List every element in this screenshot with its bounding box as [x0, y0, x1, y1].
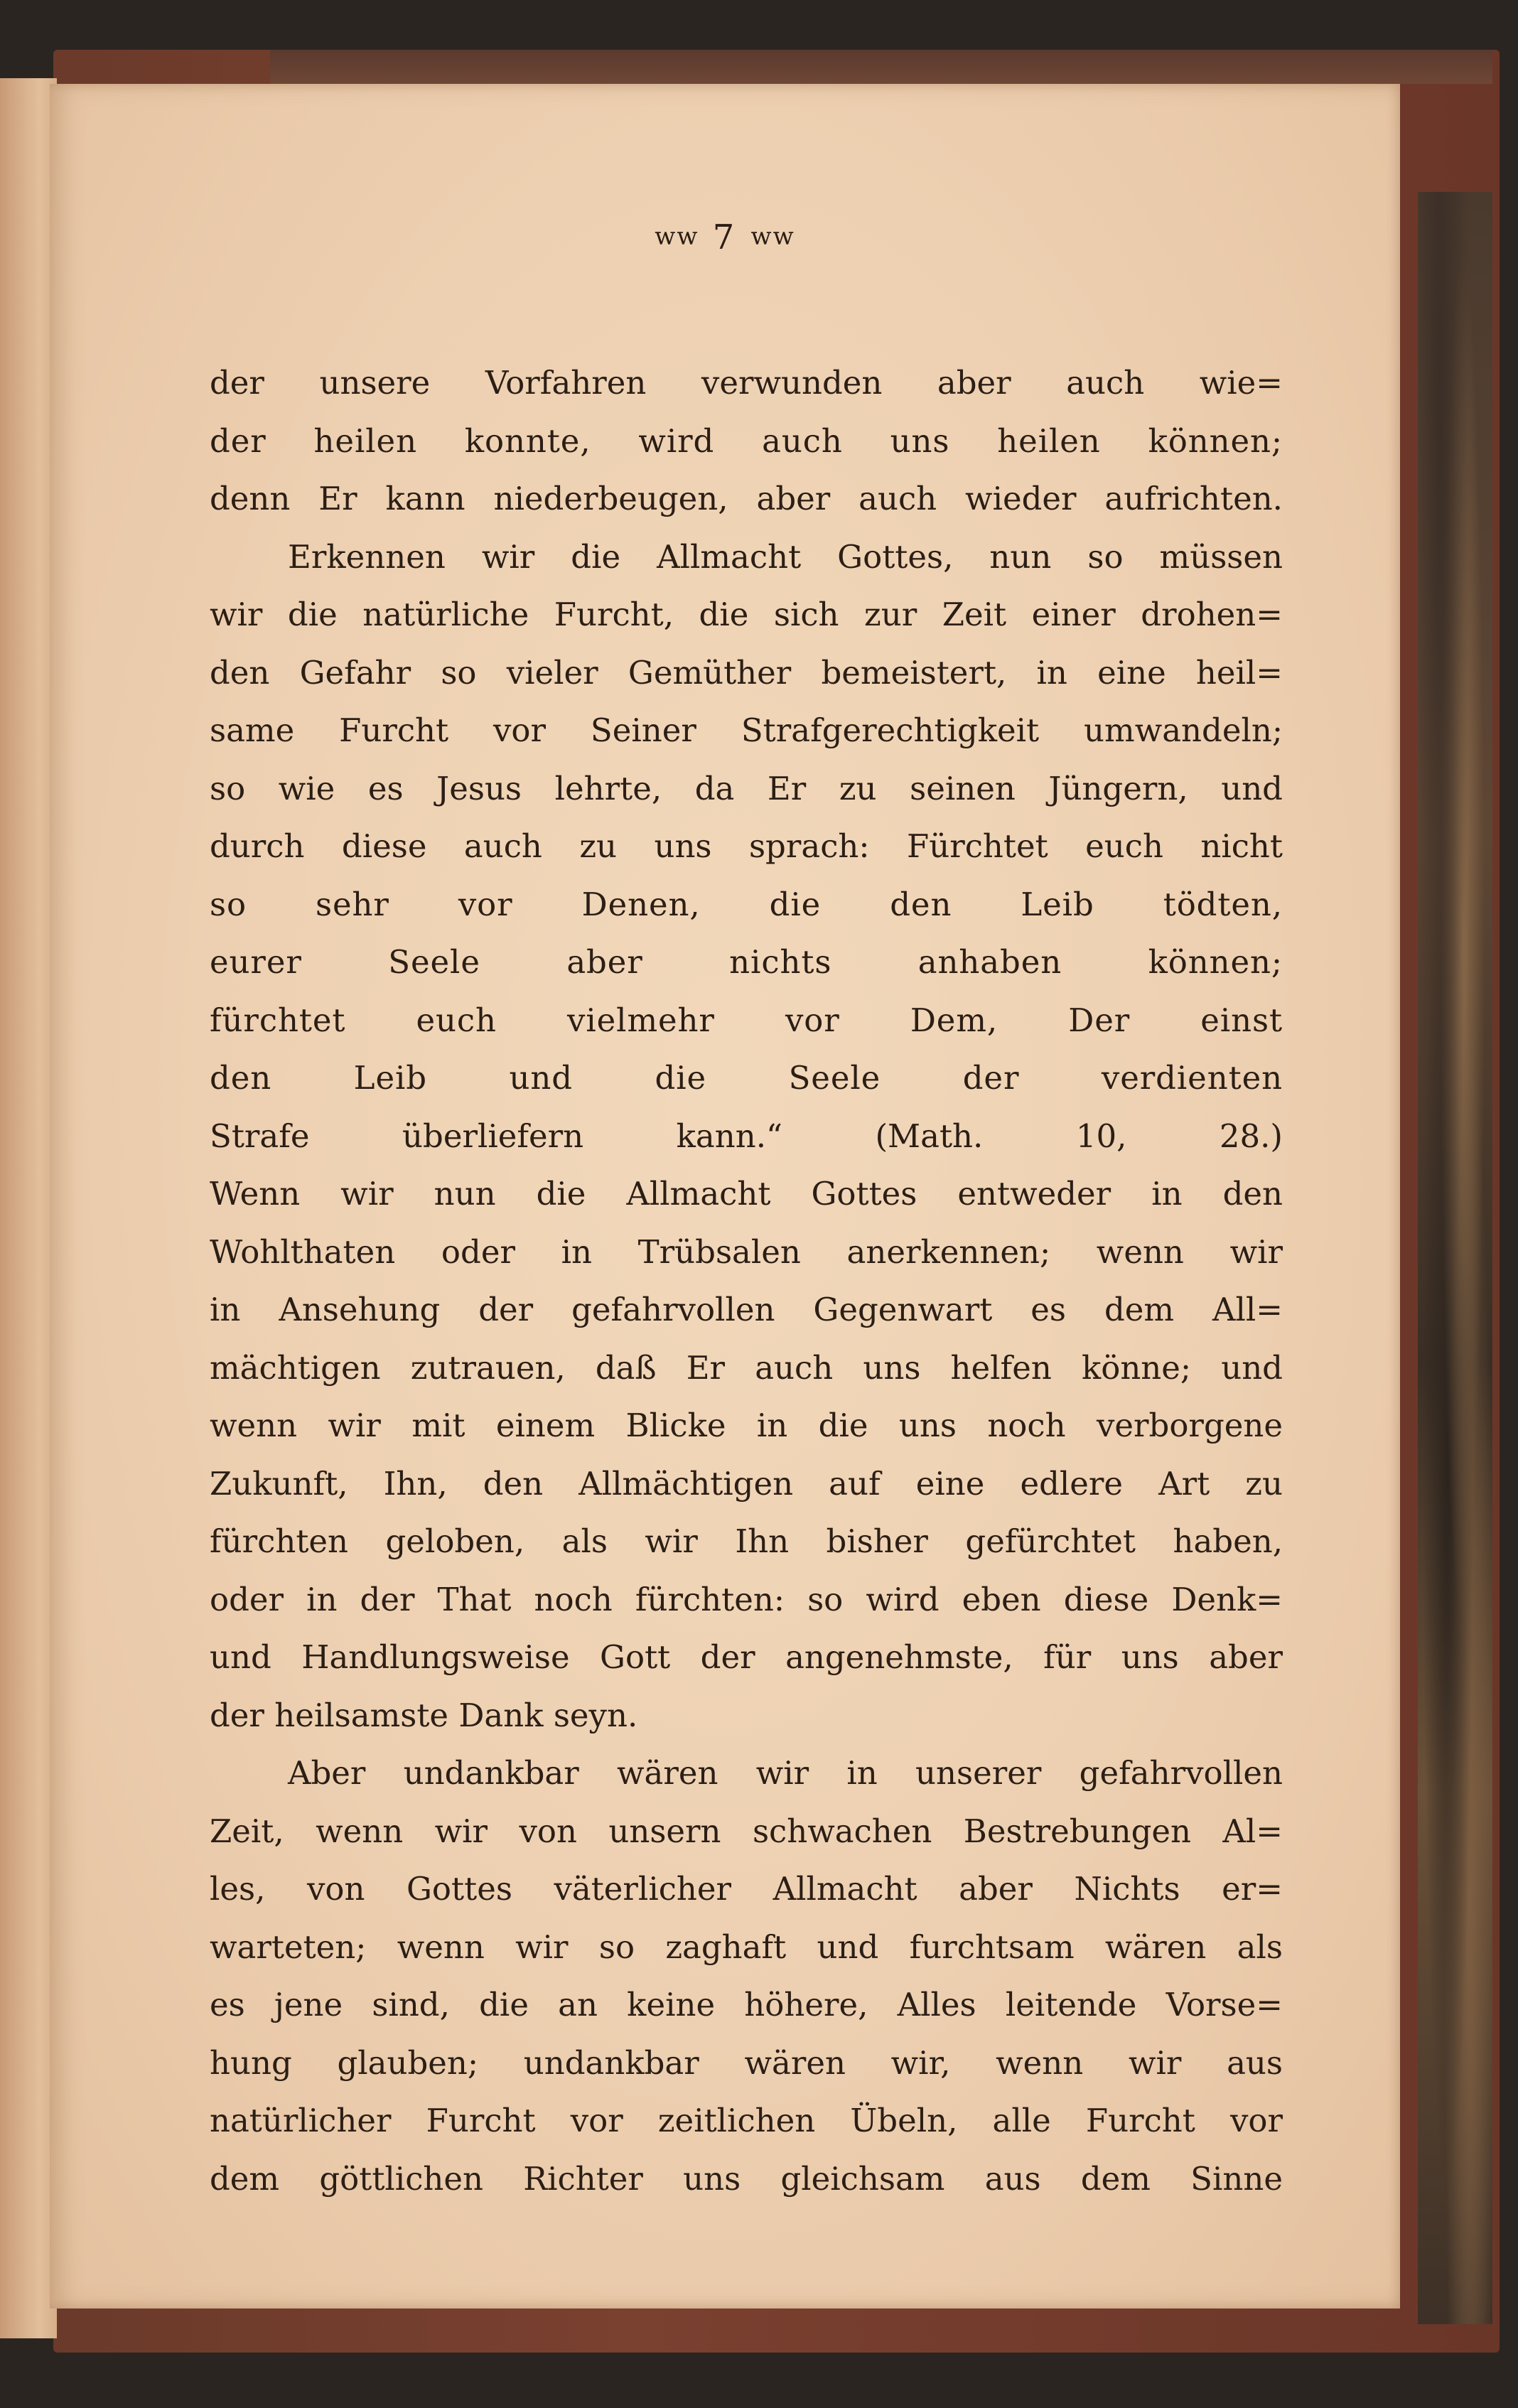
- text-line: natürlicher Furcht vor zeitlichen Übeln, alle Furcht vor: [210, 2102, 1283, 2139]
- text-line: warteten; wenn wir so zaghaft und furchtsam wären als: [210, 1928, 1283, 1966]
- text-line: les, von Gottes väterlicher Allmacht aber Nichts er=: [210, 1870, 1283, 1908]
- text-line: und Handlungsweise Gott der angenehmste, für uns aber: [210, 1638, 1283, 1676]
- text-line: fürchtet euch vielmehr vor Dem, Der einst: [210, 1001, 1283, 1039]
- text-line: wir die natürliche Furcht, die sich zur Zeit einer drohen=: [210, 596, 1283, 633]
- text-line: hung glauben; undankbar wären wir, wenn wir aus: [210, 2043, 1283, 2082]
- text-line: Wohlthaten oder in Trübsalen anerkennen; wenn wir: [210, 1232, 1283, 1271]
- text-line: der heilen konnte, wird auch uns heilen können;: [210, 421, 1283, 460]
- ornament-right-icon: ww: [750, 222, 795, 251]
- text-line: so sehr vor Denen, die den Leib tödten,: [210, 885, 1283, 923]
- text-line: eurer Seele aber nichts anhaben können;: [210, 943, 1283, 981]
- text-line: Zeit, wenn wir von unsern schwachen Bestrebungen Al=: [210, 1812, 1283, 1850]
- text-line: wenn wir mit einem Blicke in die uns noch verborgene: [210, 1407, 1283, 1444]
- text-line: es jene sind, die an keine höhere, Alles leitende Vorse=: [210, 1986, 1283, 2023]
- text-line: in Ansehung der gefahrvollen Gegenwart es dem All=: [210, 1291, 1283, 1328]
- text-line: fürchten geloben, als wir Ihn bisher gefürchtet haben,: [210, 1522, 1283, 1560]
- text-line: den Leib und die Seele der verdienten: [210, 1059, 1283, 1097]
- previous-page-edge: [0, 78, 57, 2338]
- text-line: denn Er kann niederbeugen, aber auch wieder aufrichten.: [210, 480, 1283, 517]
- page-number: 7: [712, 217, 738, 257]
- marbled-endpaper: [1418, 192, 1492, 2324]
- text-line: Zukunft, Ihn, den Allmächtigen auf eine edlere Art zu: [210, 1464, 1283, 1503]
- text-line: Aber undankbar wären wir in unserer gefahrvollen: [288, 1754, 1283, 1792]
- cover-top-edge: [270, 50, 1492, 84]
- text-line: der heilsamste Dank seyn.: [210, 1696, 638, 1734]
- body-text: [210, 354, 1283, 2208]
- text-line: dem göttlichen Richter uns gleichsam aus dem Sinne: [210, 2159, 1283, 2198]
- book-page: [50, 84, 1400, 2308]
- text-line: der unsere Vorfahren verwunden aber auch wie=: [210, 364, 1283, 402]
- text-line: Strafe überliefern kann.“ (Math. 10, 28.): [210, 1117, 1283, 1155]
- text-line: oder in der That noch fürchten: so wird eben diese Denk=: [210, 1580, 1283, 1618]
- text-line: durch diese auch zu uns sprach: Fürchtet euch nicht: [210, 827, 1283, 865]
- text-line: so wie es Jesus lehrte, da Er zu seinen Jüngern, und: [210, 769, 1283, 807]
- page-header: [50, 217, 1400, 257]
- text-line: mächtigen zutrauen, daß Er auch uns helfen könne; und: [210, 1348, 1283, 1387]
- text-line: Wenn wir nun die Allmacht Gottes entweder in den: [210, 1175, 1283, 1213]
- text-line: den Gefahr so vieler Gemüther bemeistert, in eine heil=: [210, 653, 1283, 692]
- text-line: same Furcht vor Seiner Strafgerechtigkeit umwandeln;: [210, 711, 1283, 749]
- ornament-left-icon: ww: [655, 222, 699, 251]
- text-line: Erkennen wir die Allmacht Gottes, nun so müssen: [288, 537, 1283, 576]
